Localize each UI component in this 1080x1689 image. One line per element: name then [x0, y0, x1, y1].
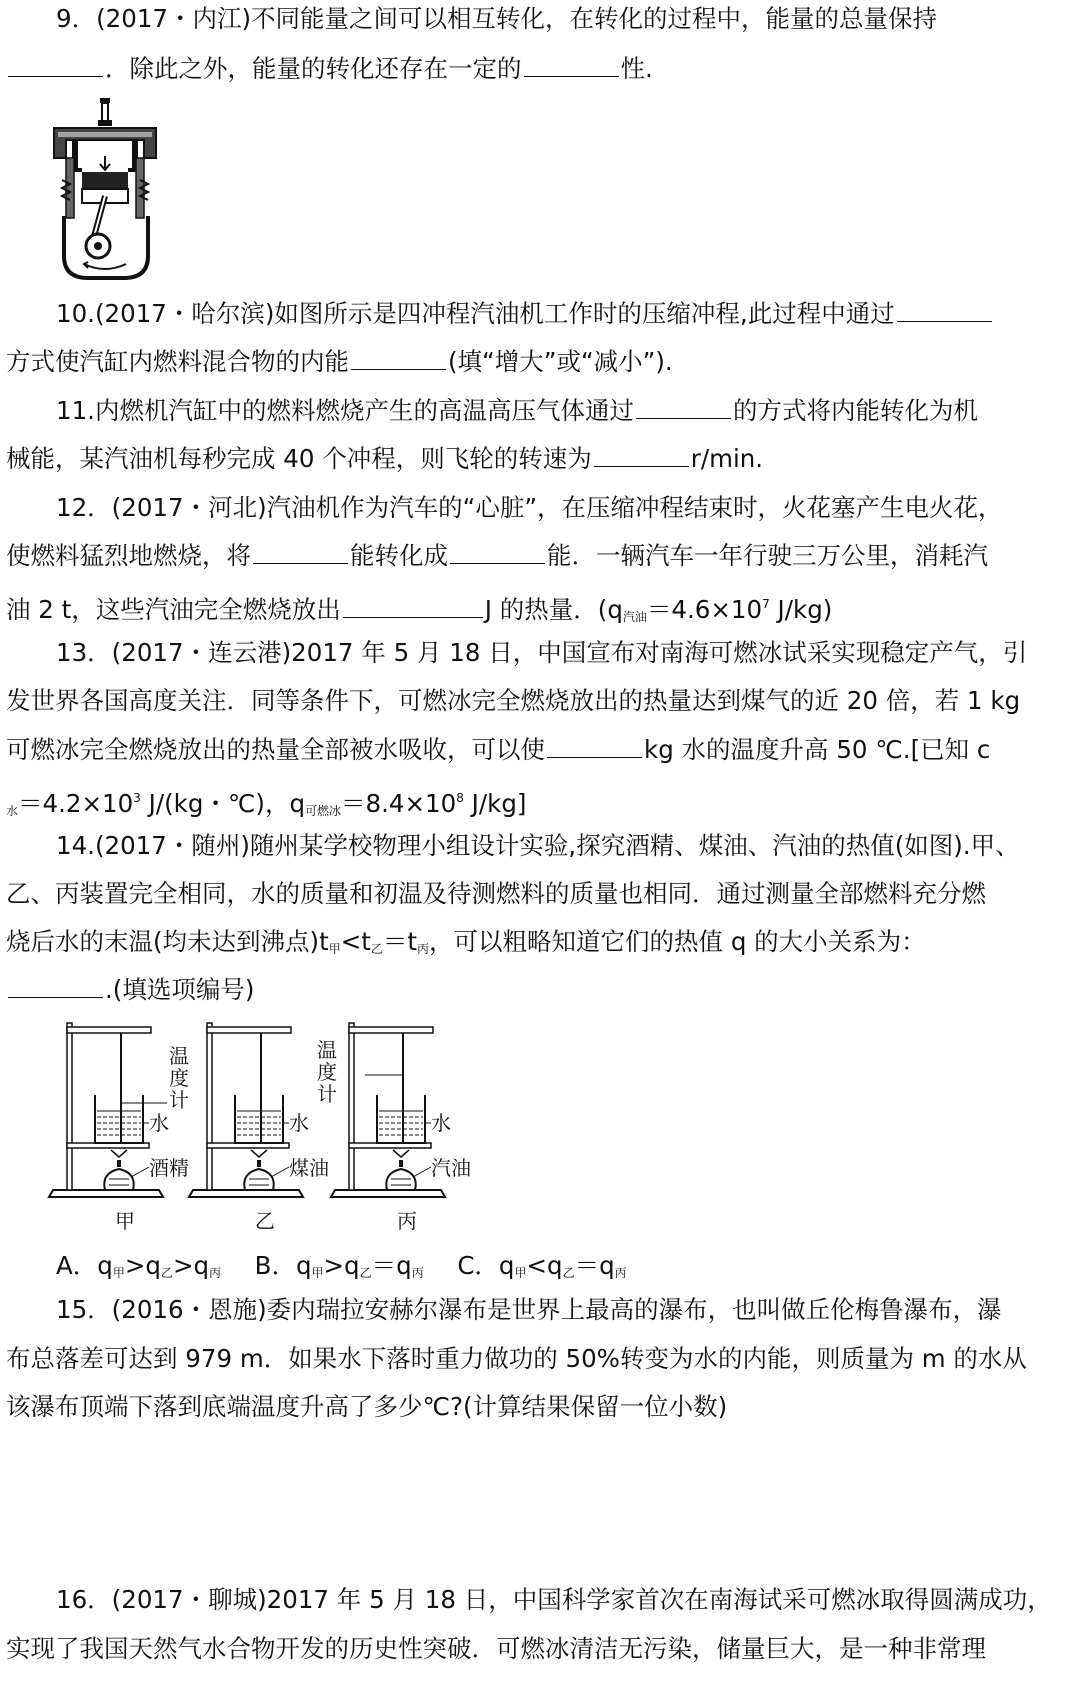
answer-blank[interactable]: [351, 345, 446, 370]
q13-line1: 13．(2017・连云港)2017 年 5 月 18 日，中国宣布对南海可燃冰试采实现稳定产气，引: [56, 638, 1028, 667]
option-c[interactable]: C．$q_甲<q_乙=q_丙$: [457, 1251, 627, 1280]
caption-yi: 乙: [255, 1209, 275, 1233]
q9-line2: ．除此之外，能量的转化还存在一定的 性.: [6, 52, 653, 86]
answer-blank[interactable]: [8, 52, 103, 77]
q14-line3: 烧后水的末温(均未达到沸点)$t_甲<t_乙=t_丙$，可以粗略知道它们的热值 q 的大小关系为：: [6, 927, 926, 956]
answer-blank[interactable]: [524, 52, 619, 77]
q11-line2: 械能，某汽油机每秒完成 40 个冲程，则飞轮的转速为 r/min.: [6, 444, 764, 473]
engine-compression-stroke-figure: [48, 96, 163, 281]
q15-line1: 15．(2016・恩施)委内瑞拉安赫尔瀑布是世界上最高的瀑布，也叫做丘伦梅鲁瀑布，瀑: [56, 1295, 1002, 1324]
q13-line3: 可燃冰完全燃烧放出的热量全部被水吸收，可以使 kg 水的温度升高 50 ℃.[已知 c: [6, 735, 991, 764]
caption-jia: 甲: [115, 1209, 135, 1233]
thermometer-label-char-2: 度: [317, 1060, 337, 1084]
q15-line3: 该瀑布顶端下落到底端温度升高了多少℃?(计算结果保留一位小数): [6, 1392, 728, 1421]
thermometer-label-char-1: 温: [169, 1044, 189, 1068]
q12-line2: 使燃料猛烈地燃烧，将 能转化成 能．一辆汽车一年行驶三万公里，消耗汽: [6, 541, 988, 570]
thermometer-label-char-1: 温: [317, 1038, 337, 1062]
option-a[interactable]: A．$q_甲>q_乙>q_丙$: [56, 1251, 222, 1280]
answer-blank[interactable]: [897, 297, 992, 322]
q10-line2: 方式使汽缸内燃料混合物的内能 (填“增大”或“减小”).: [6, 347, 673, 376]
water-label: 水: [149, 1111, 169, 1135]
answer-blank[interactable]: [450, 539, 545, 564]
q14-line2: 乙、丙装置完全相同，水的质量和初温及待测燃料的质量也相同．通过测量全部燃料充分燃: [6, 879, 986, 908]
q13-line2: 发世界各国高度关注．同等条件下，可燃冰完全燃烧放出的热量达到煤气的近 20 倍，若 1 kg: [6, 686, 1021, 715]
answer-blank[interactable]: [343, 593, 483, 618]
answer-blank[interactable]: [547, 733, 642, 758]
q14-line1: 14.(2017・随州)随州某学校物理小组设计实验,探究酒精、煤油、汽油的热值(如图).甲、: [56, 831, 1020, 860]
q12-line3: 油 2 t，这些汽油完全燃烧放出 J 的热量．($q_{汽油}=4.6\times 10^7$ J/kg): [6, 595, 833, 624]
q9-line1: 9．(2017・内江)不同能量之间可以相互转化，在转化的过程中，能量的总量保持: [56, 4, 938, 33]
caption-bing: 丙: [397, 1209, 417, 1233]
fuel-label-gasoline: 汽油: [431, 1156, 471, 1180]
q13-line4: $_水=4.2\times 10^3$ J/(kg・℃)，$q_{可燃冰}=8.4\times 10^8$ J/kg]: [6, 789, 527, 818]
fuel-label-alcohol: 酒精: [149, 1156, 189, 1180]
option-b[interactable]: B．$q_甲>q_乙=q_丙$: [254, 1251, 424, 1280]
answer-blank[interactable]: [594, 442, 689, 467]
water-label: 水: [431, 1111, 451, 1135]
q15-line2: 布总落差可达到 979 m．如果水下落时重力做功的 50%转变为水的内能，则质量为 m 的水从: [6, 1344, 1027, 1373]
thermometer-label-char-2: 度: [169, 1066, 189, 1090]
q16-line2: 实现了我国天然气水合物开发的历史性突破．可燃冰清洁无污染，储量巨大，是一种非常理: [6, 1634, 986, 1663]
fuel-heating-experiment-figure: [45, 1015, 525, 1243]
water-label: 水: [289, 1111, 309, 1135]
answer-blank[interactable]: [636, 394, 731, 419]
thermometer-label-char-3: 计: [169, 1088, 189, 1112]
thermometer-label-char-3: 计: [317, 1082, 337, 1106]
q16-line1: 16．(2017・聊城)2017 年 5 月 18 日，中国科学家首次在南海试采可燃冰取得圆满成功，: [56, 1585, 1052, 1614]
q10-line1: 10.(2017・哈尔滨)如图所示是四冲程汽油机工作时的压缩冲程,此过程中通过: [56, 297, 994, 331]
answer-blank[interactable]: [253, 539, 348, 564]
answer-blank[interactable]: [8, 973, 103, 998]
q12-line1: 12．(2017・河北)汽油机作为汽车的“心脏”，在压缩冲程结束时，火花塞产生电火花，: [56, 493, 1003, 522]
q11-line1: 11.内燃机汽缸中的燃料燃烧产生的高温高压气体通过 的方式将内能转化为机: [56, 396, 978, 425]
fuel-label-kerosene: 煤油: [289, 1156, 329, 1180]
q14-line4: .(填选项编号): [6, 973, 254, 1007]
q14-options: [56, 1249, 627, 1290]
